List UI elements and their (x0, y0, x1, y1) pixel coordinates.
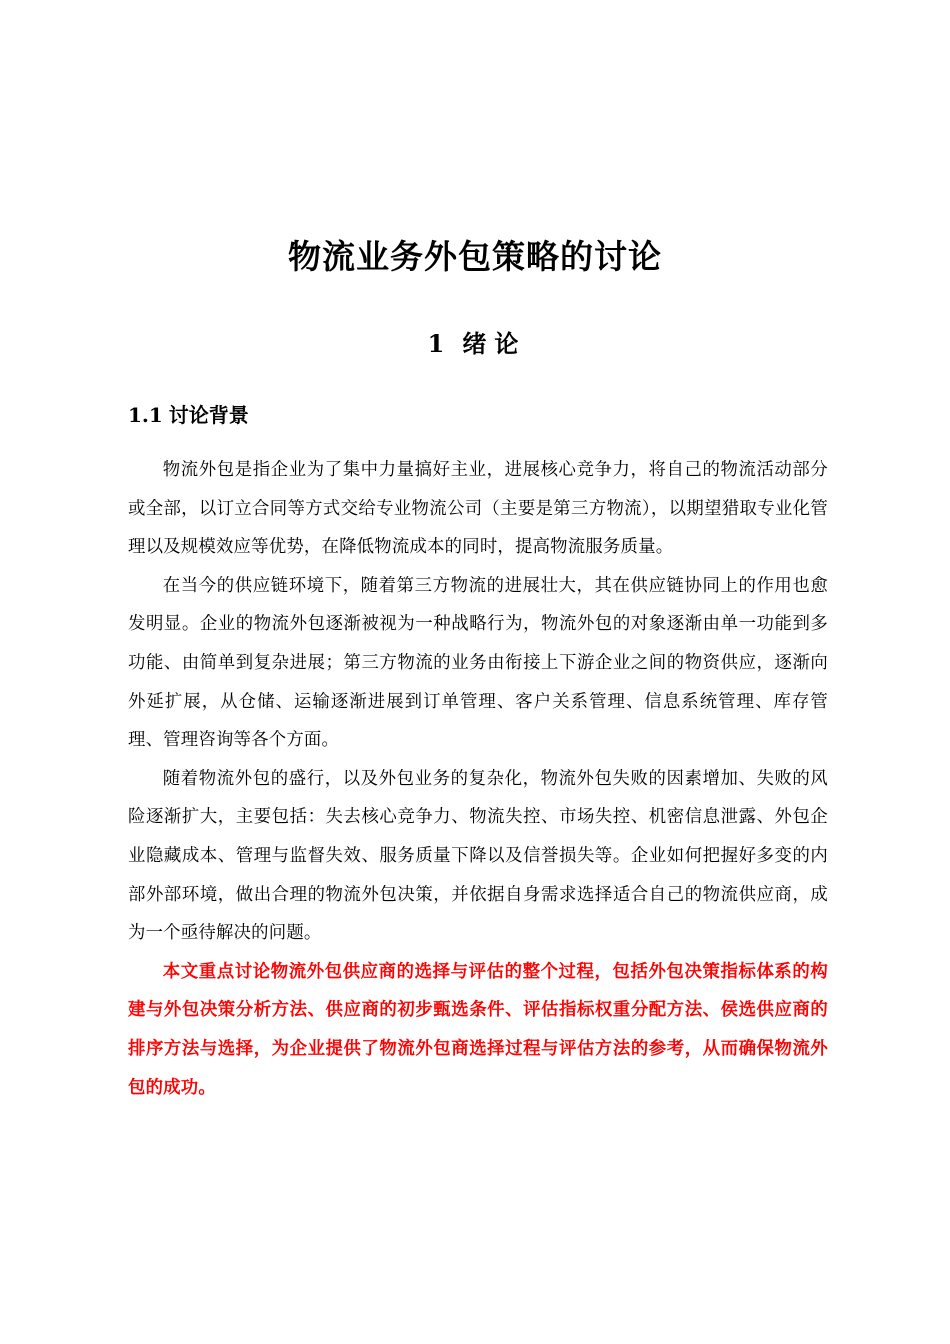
highlighted-paragraph: 本文重点讨论物流外包供应商的选择与评估的整个过程，包括外包决策指标体系的构建与外包决策分析方法、供应商的初步甄选条件、评估指标权重分配方法、侯选供应商的排序方法与选择，为企业提供了物流外包商选择过程与评估方法的参考，从而确保物流外包的成功。 (128, 961, 828, 1098)
document-title: 物流业务外包策略的讨论 (288, 237, 662, 276)
chapter-title-char-1: 绪 (462, 329, 487, 358)
chapter-heading (0, 326, 950, 362)
section-title: 讨论背景 (168, 403, 249, 427)
paragraph-3: 随着物流外包的盛行，以及外包业务的复杂化，物流外包失败的因素增加、失败的风险逐渐扩大，主要包括：失去核心竞争力、物流失控、市场失控、机密信息泄露、外包企业隐藏成本、管理与监督失效、服务质量下降以及信誉损失等。企业如何把握好多变的内部外部环境，做出合理的物流外包决策，并依据自身需求选择适合自己的物流供应商，成为一个亟待解决的问题。 (128, 768, 828, 944)
paragraph-1: 物流外包是指企业为了集中力量搞好主业，进展核心竞争力，将自己的物流活动部分或全部，以订立合同等方式交给专业物流公司（主要是第三方物流），以期望猎取专业化管理以及规模效应等优势，在降低物流成本的同时，提高物流服务质量。 (128, 460, 828, 558)
section-number: 1.1 (128, 403, 163, 427)
section-heading (128, 398, 249, 432)
body-text (128, 451, 828, 1107)
chapter-title-char-2: 论 (494, 329, 519, 358)
paragraph-2: 在当今的供应链环境下，随着第三方物流的进展壮大，其在供应链协同上的作用也愈发明显。企业的物流外包逐渐被视为一种战略行为，物流外包的对象逐渐由单一功能到多功能、由简单到复杂进展；第三方物流的业务由衔接上下游企业之间的物资供应，逐渐向外延扩展，从仓储、运输逐渐进展到订单管理、客户关系管理、信息系统管理、库存管理、管理咨询等各个方面。 (128, 575, 828, 751)
chapter-number: 1 (427, 329, 445, 358)
